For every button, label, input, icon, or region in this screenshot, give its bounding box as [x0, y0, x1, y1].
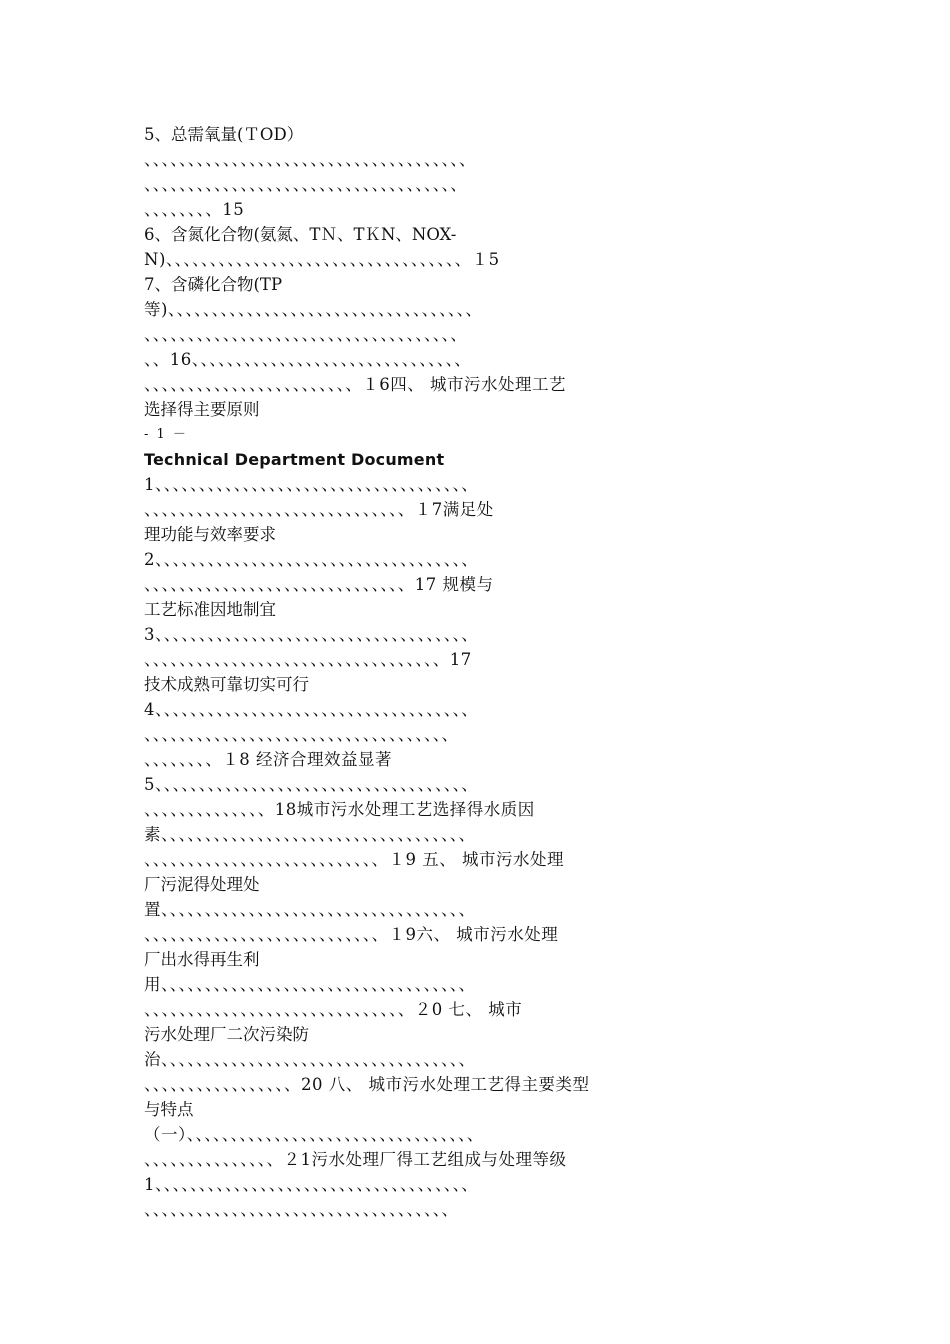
toc-line: 、、、、、、、、、、、、、、、、、20 八、 城市污水处理工艺得主要类型 [144, 1075, 590, 1094]
table-of-contents [144, 122, 804, 1222]
toc-line: 、、、、、、、、、、、、、、、、、、、、、、、、、、、、、、、、、、、 [144, 725, 459, 744]
toc-line: 4、、、、、、、、、、、、、、、、、、、、、、、、、、、、、、、、、、、、 [144, 700, 479, 719]
toc-line: 、、、、、、、、、、、、、、18城市污水处理工艺选择得水质因 [144, 800, 535, 819]
toc-line: 5、、、、、、、、、、、、、、、、、、、、、、、、、、、、、、、、、、、、 [144, 775, 479, 794]
toc-line: 技术成熟可靠切实可行 [144, 675, 309, 694]
toc-line: 、、、、、、、、、、、、、、、、、、、、、、、、、、、、、、、、、、17 [144, 650, 472, 669]
toc-line: 、、、、、、、、、、、、、、、、、、、、、、、、、、、、、、、、、、、、、 [144, 150, 476, 169]
toc-line: N)、、、、、、、、、、、、、、、、、、、、、、、、、、、、、、、、、、１5 [144, 250, 500, 269]
toc-line: 5、总需氧量(ＴOD） [144, 125, 304, 144]
toc-line: 选择得主要原则 [144, 400, 260, 419]
toc-line: 3、、、、、、、、、、、、、、、、、、、、、、、、、、、、、、、、、、、、 [144, 625, 479, 644]
toc-line: 、、、、、、、、、、、、、、、、、、、、、、、、１6四、 城市污水处理工艺 [144, 375, 566, 394]
toc-line: 污水处理厂二次污染防 [144, 1025, 309, 1044]
toc-line: 素、、、、、、、、、、、、、、、、、、、、、、、、、、、、、、、、、、、 [144, 825, 476, 844]
toc-line: 、、、、、、、、、、、、、、、、、、、、、、、、、、、、、、、、、、、、 [144, 325, 468, 344]
toc-line: 用、、、、、、、、、、、、、、、、、、、、、、、、、、、、、、、、、、、 [144, 975, 476, 994]
page-number: - 1 － [144, 427, 188, 442]
toc-line: 2、、、、、、、、、、、、、、、、、、、、、、、、、、、、、、、、、、、、 [144, 550, 479, 569]
toc-line: 1、、、、、、、、、、、、、、、、、、、、、、、、、、、、、、、、、、、、 [144, 1175, 479, 1194]
toc-line: 、、16、、、、、、、、、、、、、、、、、、、、、、、、、、、、、、、 [144, 350, 472, 369]
toc-line: （一）、、、、、、、、、、、、、、、、、、、、、、、、、、、、、、、、、 [144, 1125, 484, 1144]
toc-line: 、、、、、、、、、、、、、、、、、、、、、、、、、、、、、、17 规模与 [144, 575, 494, 594]
toc-line: 置、、、、、、、、、、、、、、、、、、、、、、、、、、、、、、、、、、、 [144, 900, 476, 919]
toc-line: 厂污泥得处理处 [144, 875, 260, 894]
toc-line: 、、、、、、、、、、、、、、、、、、、、、、、、、、、、、、、、、、、 [144, 1200, 459, 1219]
toc-line: 工艺标准因地制宜 [144, 600, 276, 619]
toc-line: 与特点 [144, 1100, 194, 1119]
toc-line: 、、、、、、、、、、、、、、、、、、、、、、、、、、、、、、２0 七、 城市 [144, 1000, 523, 1019]
toc-line: 、、、、、、、、、、、、、、、、、、、、、、、、、、、、、、、、、、、、 [144, 175, 468, 194]
toc-line: 、、、、、、、、15 [144, 200, 245, 219]
toc-line: 、、、、、、、、、、、、、、、２1污水处理厂得工艺组成与处理等级 [144, 1150, 567, 1169]
toc-line: 等)、、、、、、、、、、、、、、、、、、、、、、、、、、、、、、、、、、、 [144, 300, 483, 319]
toc-line: 治、、、、、、、、、、、、、、、、、、、、、、、、、、、、、、、、、、、 [144, 1050, 476, 1069]
toc-line: 、、、、、、、、１8 经济合理效益显著 [144, 750, 392, 769]
toc-line: 、、、、、、、、、、、、、、、、、、、、、、、、、、、、、、１7满足处 [144, 500, 494, 519]
toc-line: 、、、、、、、、、、、、、、、、、、、、、、、、、、、１9 五、 城市污水处理 [144, 850, 564, 869]
document-header: Technical Department Document [144, 450, 445, 469]
toc-line: 理功能与效率要求 [144, 525, 276, 544]
toc-line: 6、含氮化合物(氨氮、TＮ、TＫN、NOX- [144, 225, 457, 244]
toc-line: 、、、、、、、、、、、、、、、、、、、、、、、、、、、１9六、 城市污水处理 [144, 925, 559, 944]
toc-line: 7、含磷化合物(TP [144, 275, 283, 294]
toc-line: 厂出水得再生利 [144, 950, 260, 969]
toc-line: 1、、、、、、、、、、、、、、、、、、、、、、、、、、、、、、、、、、、、 [144, 475, 479, 494]
